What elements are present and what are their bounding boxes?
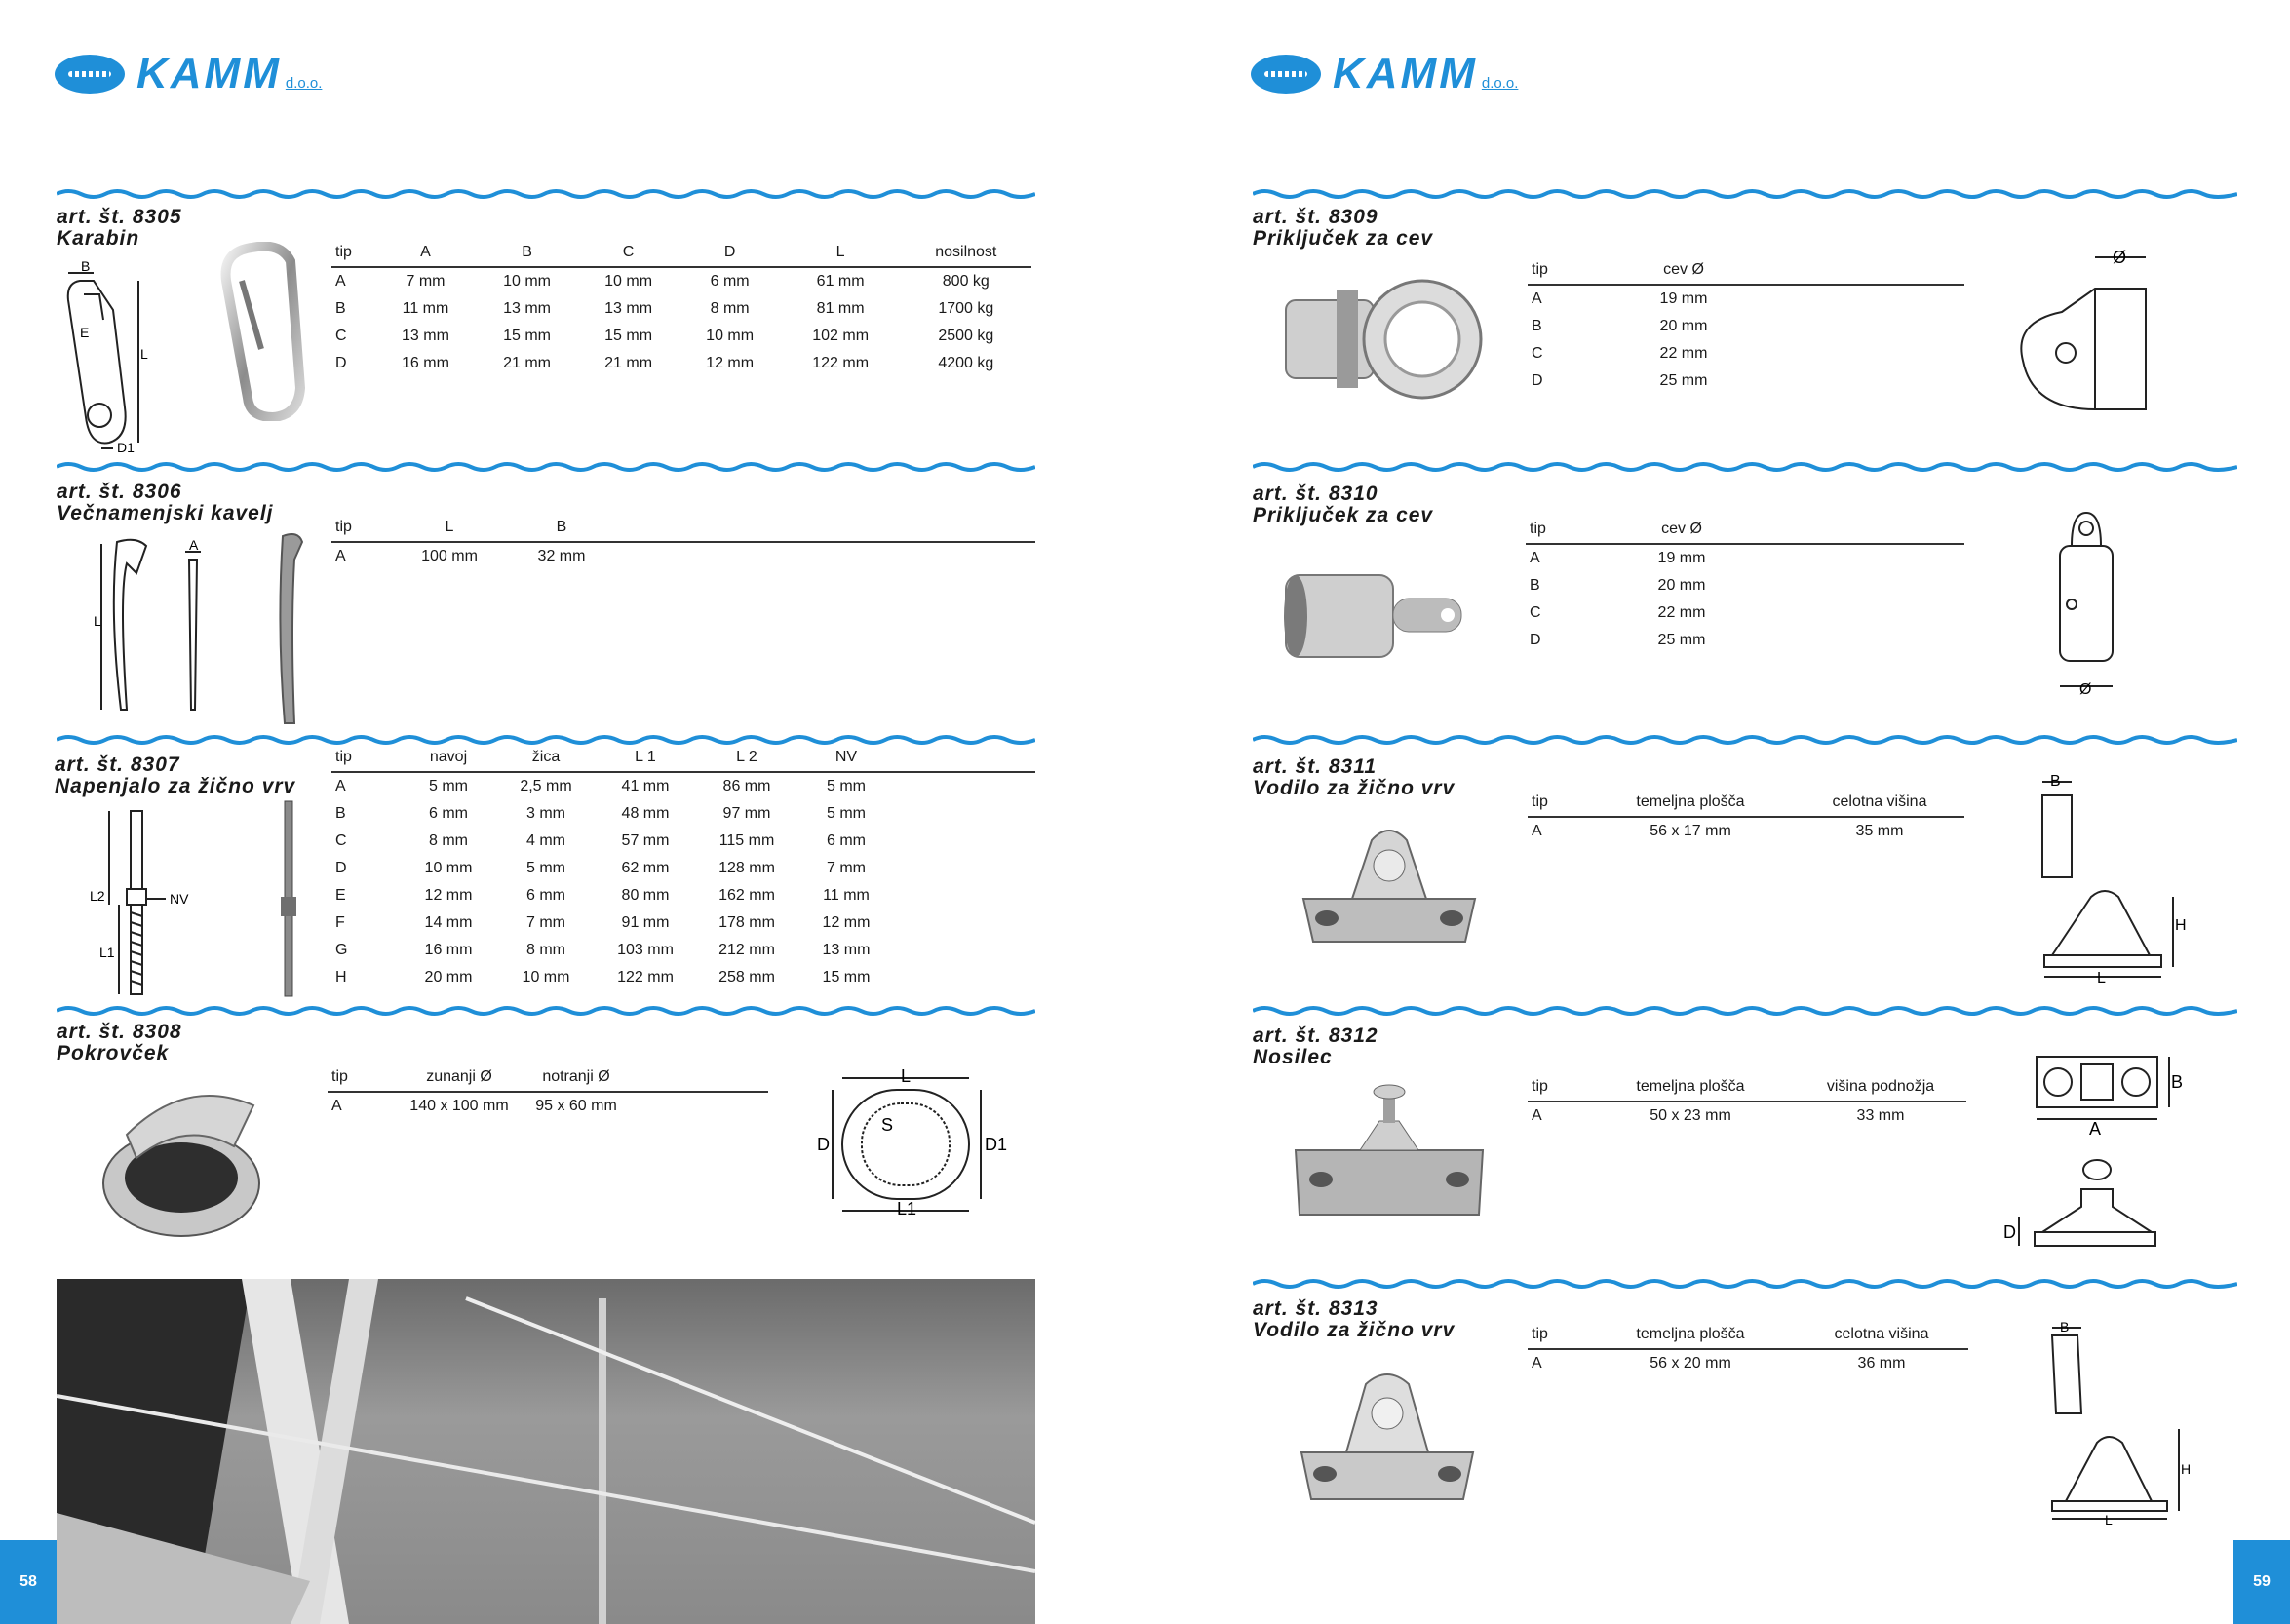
wire-guide-diagram	[2038, 1316, 2194, 1527]
table-header: A	[374, 242, 476, 267]
table-cell: 2,5 mm	[520, 778, 572, 794]
table-cell: 1700 kg	[938, 300, 994, 317]
table-cell: 12 mm	[706, 355, 755, 371]
table-cell: C	[335, 832, 347, 849]
brand-logo	[1251, 50, 1519, 97]
table-cell-empty	[630, 542, 1035, 570]
section-8313-title	[1253, 1298, 1455, 1341]
table-cell: 5 mm	[827, 778, 866, 794]
dim-a-label: A	[189, 537, 199, 553]
brand-suffix: d.o.o.	[1481, 75, 1519, 92]
table-header: tip	[1528, 259, 1586, 285]
table-cell: 2500 kg	[938, 328, 994, 344]
pipe-end-photo	[1276, 556, 1471, 673]
turnbuckle-photo	[277, 799, 300, 1004]
table-cell: 56 x 20 mm	[1650, 1355, 1731, 1372]
table-8306	[331, 517, 1035, 570]
table-row	[331, 295, 1031, 323]
table-header: temeljna plošča	[1586, 1076, 1795, 1102]
dim-l-label: L	[140, 346, 148, 362]
table-header: C	[578, 242, 679, 267]
table-cell: 91 mm	[621, 914, 670, 931]
table-cell: 86 mm	[722, 778, 771, 794]
table-cell: 62 mm	[621, 860, 670, 876]
table-cell: 258 mm	[718, 969, 775, 986]
table-8308	[328, 1066, 768, 1120]
table-cell-empty	[1781, 285, 1964, 313]
table-cell: D	[335, 860, 347, 876]
logo-emblem-icon	[55, 55, 125, 94]
table-row	[328, 1092, 768, 1120]
wave-divider	[57, 187, 1035, 201]
table-row	[331, 855, 1035, 882]
article-number: art. št. 8306	[57, 481, 182, 503]
dim-diameter-label: Ø	[2113, 248, 2127, 267]
table-row	[331, 542, 1035, 570]
table-header: D	[679, 242, 781, 267]
table-header: cev Ø	[1584, 519, 1779, 544]
table-cell: D	[335, 355, 347, 371]
cover-photo	[97, 1076, 263, 1244]
table-cell: B	[335, 300, 346, 317]
product-name: Vodilo za žično vrv	[1253, 1319, 1456, 1341]
table-row	[331, 350, 1031, 377]
dim-diameter-label: Ø	[2079, 681, 2092, 698]
table-cell: 4 mm	[526, 832, 565, 849]
table-cell: D	[1530, 632, 1541, 648]
table-row	[331, 267, 1031, 295]
dim-d1-label: D1	[117, 440, 135, 454]
article-number: art. št. 8308	[57, 1021, 182, 1043]
table-cell-empty	[1779, 544, 1964, 572]
dim-l-label: L	[94, 613, 101, 629]
table-cell-empty	[895, 964, 1035, 991]
product-name: Večnamenjski kavelj	[57, 502, 274, 524]
table-cell: G	[335, 942, 348, 958]
sailing-photo	[57, 1279, 1035, 1624]
table-cell: 6 mm	[526, 887, 565, 904]
table-cell: 13 mm	[604, 300, 653, 317]
right-page	[1145, 0, 2290, 1624]
table-cell: 8 mm	[526, 942, 565, 958]
table-cell: 19 mm	[1659, 290, 1708, 307]
table-row	[331, 800, 1035, 828]
table-row	[1526, 627, 1964, 654]
table-cell-empty	[895, 909, 1035, 937]
page-number: 58	[0, 1540, 57, 1624]
product-name: Napenjalo za žično vrv	[55, 775, 296, 797]
table-cell: B	[1532, 318, 1542, 334]
product-name: Vodilo za žično vrv	[1253, 777, 1456, 799]
bracket-diagram	[2003, 1051, 2189, 1256]
table-cell: 162 mm	[718, 887, 775, 904]
wire-guide-photo	[1294, 821, 1485, 947]
table-cell: 22 mm	[1659, 345, 1708, 362]
table-cell: 10 mm	[503, 273, 551, 290]
table-header: temeljna plošča	[1586, 1324, 1795, 1349]
table-cell: F	[335, 914, 345, 931]
table-row	[331, 937, 1035, 964]
brand-suffix: d.o.o.	[285, 75, 323, 92]
table-cell: 20 mm	[424, 969, 473, 986]
table-cell: 25 mm	[1659, 372, 1708, 389]
table-row	[331, 882, 1035, 909]
table-cell: 4200 kg	[938, 355, 994, 371]
table-header-empty	[630, 517, 1035, 542]
table-cell-empty	[1781, 367, 1964, 395]
product-name: Priključek za cev	[1253, 227, 1434, 250]
table-cell-empty	[895, 882, 1035, 909]
article-number: art. št. 8312	[1253, 1025, 1378, 1047]
table-cell: 140 x 100 mm	[409, 1098, 509, 1114]
table-row	[1526, 572, 1964, 599]
table-header: tip	[1528, 792, 1586, 817]
table-cell: H	[335, 969, 347, 986]
table-cell: 122 mm	[812, 355, 870, 371]
table-cell: A	[1530, 550, 1540, 566]
table-cell-empty	[895, 800, 1035, 828]
table-row	[331, 909, 1035, 937]
table-cell: 19 mm	[1657, 550, 1706, 566]
table-header: L	[781, 242, 901, 267]
table-cell-empty	[895, 772, 1035, 800]
table-cell: D	[1532, 372, 1543, 389]
table-cell: A	[335, 548, 346, 564]
bracket-photo	[1292, 1082, 1487, 1218]
table-cell: 56 x 17 mm	[1650, 823, 1731, 839]
table-row	[331, 828, 1035, 855]
table-header: navoj	[400, 747, 497, 772]
wave-divider	[1253, 1277, 2237, 1291]
table-cell: 12 mm	[424, 887, 473, 904]
product-name: Nosilec	[1253, 1046, 1333, 1068]
table-cell: 48 mm	[621, 805, 670, 822]
table-cell-empty	[1779, 572, 1964, 599]
table-row	[1528, 1102, 1966, 1130]
table-cell: 5 mm	[827, 805, 866, 822]
section-8306-title	[57, 482, 274, 524]
table-cell: 10 mm	[424, 860, 473, 876]
table-cell: 15 mm	[822, 969, 871, 986]
table-header: višina podnožja	[1795, 1076, 1966, 1102]
table-header: tip	[1526, 519, 1584, 544]
dim-b-label: B	[2060, 1319, 2070, 1334]
pipe-fitting-photo	[1276, 261, 1491, 417]
table-header: L	[406, 517, 493, 542]
table-cell: C	[335, 328, 347, 344]
table-header: celotna višina	[1795, 1324, 1968, 1349]
cover-diagram	[813, 1066, 1008, 1222]
table-header: L 1	[595, 747, 696, 772]
dim-l2-label: L2	[90, 888, 105, 904]
table-cell: 115 mm	[718, 832, 775, 849]
dim-l-label: L	[2097, 970, 2106, 985]
section-8308-title	[57, 1022, 182, 1064]
table-header-empty	[1779, 519, 1964, 544]
table-row	[1528, 340, 1964, 367]
table-cell: 22 mm	[1657, 604, 1706, 621]
table-header: celotna višina	[1795, 792, 1964, 817]
table-cell: 20 mm	[1657, 577, 1706, 594]
table-cell: 11 mm	[823, 887, 870, 904]
table-cell: 13 mm	[402, 328, 449, 344]
table-header: žica	[497, 747, 595, 772]
table-header: zunanji Ø	[396, 1066, 523, 1092]
table-row	[1528, 285, 1964, 313]
table-header: tip	[1528, 1324, 1586, 1349]
table-cell-empty	[1781, 313, 1964, 340]
dim-d-label: D	[817, 1135, 830, 1154]
table-cell: C	[1532, 345, 1543, 362]
brand-name: KAMM	[136, 50, 282, 97]
table-header: tip	[328, 1066, 396, 1092]
table-cell-empty	[895, 828, 1035, 855]
sailing-photo-drawing	[57, 1279, 1035, 1624]
table-cell: 57 mm	[621, 832, 670, 849]
table-cell: 15 mm	[604, 328, 653, 344]
table-cell: 35 mm	[1855, 823, 1904, 839]
dim-l1-label: L1	[897, 1199, 917, 1218]
wave-divider	[57, 733, 1035, 747]
table-cell-empty	[1779, 599, 1964, 627]
table-cell: 3 mm	[526, 805, 565, 822]
dim-b-label: B	[2050, 773, 2061, 790]
dim-s-label: S	[881, 1115, 894, 1135]
brand-logo	[55, 50, 323, 97]
section-8307-title	[55, 754, 295, 797]
table-cell: 61 mm	[816, 273, 865, 290]
table-header-empty	[630, 1066, 768, 1092]
table-cell: 212 mm	[718, 942, 775, 958]
table-header: temeljna plošča	[1586, 792, 1795, 817]
table-row	[1526, 599, 1964, 627]
wave-divider	[57, 1004, 1035, 1018]
article-number: art. št. 8310	[1253, 483, 1378, 505]
article-number: art. št. 8307	[55, 754, 180, 776]
table-cell: 80 mm	[621, 887, 670, 904]
table-8309	[1528, 259, 1964, 395]
table-cell: 21 mm	[503, 355, 551, 371]
table-header: nosilnost	[901, 242, 1031, 267]
table-cell: 33 mm	[1856, 1107, 1905, 1124]
table-cell: A	[1532, 823, 1542, 839]
section-8310-title	[1253, 483, 1433, 526]
section-8309-title	[1253, 207, 1433, 250]
table-cell: 8 mm	[429, 832, 468, 849]
table-cell: 7 mm	[526, 914, 565, 931]
table-cell: 10 mm	[604, 273, 653, 290]
table-header: NV	[797, 747, 895, 772]
table-cell: 15 mm	[503, 328, 551, 344]
table-cell: 13 mm	[822, 942, 871, 958]
table-row	[331, 772, 1035, 800]
table-cell: A	[1532, 1107, 1542, 1124]
table-header: notranji Ø	[523, 1066, 630, 1092]
table-cell: 8 mm	[710, 300, 750, 317]
table-8305	[331, 242, 1031, 377]
section-8312-title	[1253, 1025, 1378, 1068]
dim-a-label: A	[2089, 1119, 2102, 1139]
table-cell: 14 mm	[424, 914, 473, 931]
dim-b-label: B	[81, 261, 91, 274]
table-header: tip	[1528, 1076, 1586, 1102]
table-row	[1528, 313, 1964, 340]
table-cell: 11 mm	[402, 300, 449, 317]
table-header: B	[477, 242, 578, 267]
hook-photo	[265, 530, 314, 729]
turnbuckle-diagram	[88, 805, 205, 1000]
table-8310	[1526, 519, 1964, 654]
dim-nv-label: NV	[170, 891, 189, 907]
table-cell: 12 mm	[822, 914, 871, 931]
table-cell: 102 mm	[812, 328, 870, 344]
table-cell: A	[331, 1098, 342, 1114]
table-cell: 7 mm	[406, 273, 446, 290]
table-cell: 81 mm	[816, 300, 865, 317]
table-cell: 20 mm	[1659, 318, 1708, 334]
table-cell: A	[1532, 290, 1542, 307]
article-number: art. št. 8313	[1253, 1297, 1378, 1320]
dim-l1-label: L1	[99, 945, 115, 960]
table-cell: B	[1530, 577, 1540, 594]
dim-l-label: L	[2105, 1512, 2113, 1527]
wave-divider	[1253, 1004, 2237, 1018]
table-cell: A	[1532, 1355, 1542, 1372]
wire-guide-diagram	[2033, 770, 2189, 985]
logo-emblem-icon	[1251, 55, 1321, 94]
section-8305-title	[57, 207, 182, 250]
table-header: tip	[331, 517, 406, 542]
product-name: Priključek za cev	[1253, 504, 1434, 526]
page-number: 59	[2233, 1540, 2290, 1624]
table-8307	[331, 747, 1035, 991]
table-row	[1526, 544, 1964, 572]
pipe-fitting-diagram	[2003, 244, 2179, 419]
table-cell: 103 mm	[617, 942, 674, 958]
dim-h-label: H	[2175, 917, 2187, 934]
table-cell: 7 mm	[827, 860, 866, 876]
table-cell: 6 mm	[710, 273, 750, 290]
table-cell-empty	[630, 1092, 768, 1120]
dim-e-label: E	[80, 325, 90, 340]
product-name: Pokrovček	[57, 1042, 170, 1064]
pipe-end-diagram	[2042, 507, 2130, 698]
table-cell: 36 mm	[1857, 1355, 1906, 1372]
table-row	[331, 964, 1035, 991]
dim-h-label: H	[2181, 1461, 2192, 1477]
table-cell: 41 mm	[621, 778, 670, 794]
table-8312	[1528, 1076, 1966, 1130]
table-row	[1528, 817, 1964, 845]
table-cell: 16 mm	[424, 942, 473, 958]
table-cell: 178 mm	[718, 914, 775, 931]
article-number: art. št. 8311	[1253, 755, 1378, 778]
table-cell: 97 mm	[722, 805, 771, 822]
table-row	[1528, 367, 1964, 395]
table-row	[331, 323, 1031, 350]
dim-b-label: B	[2171, 1072, 2184, 1092]
wave-divider	[1253, 187, 2237, 201]
table-cell: B	[335, 805, 346, 822]
section-8311-title	[1253, 756, 1455, 799]
table-header: tip	[331, 747, 400, 772]
table-cell: 13 mm	[503, 300, 551, 317]
carabiner-photo	[213, 242, 310, 421]
table-cell: 32 mm	[537, 548, 586, 564]
table-cell: 100 mm	[421, 548, 478, 564]
table-row	[1528, 1349, 1968, 1377]
dim-l-label: L	[901, 1066, 912, 1086]
table-cell: A	[335, 778, 346, 794]
table-8311	[1528, 792, 1964, 845]
table-header: cev Ø	[1586, 259, 1781, 285]
table-cell: 122 mm	[617, 969, 674, 986]
table-cell-empty	[1781, 340, 1964, 367]
table-cell: E	[335, 887, 346, 904]
hook-diagram	[88, 534, 214, 719]
table-header-empty	[895, 747, 1035, 772]
carabiner-diagram	[55, 261, 162, 454]
product-name: Karabin	[57, 227, 140, 250]
table-cell: C	[1530, 604, 1541, 621]
table-cell-empty	[1779, 627, 1964, 654]
table-cell: 25 mm	[1657, 632, 1706, 648]
wave-divider	[1253, 733, 2237, 747]
table-cell: 6 mm	[429, 805, 468, 822]
wire-guide-photo	[1292, 1365, 1483, 1505]
table-cell: 5 mm	[429, 778, 468, 794]
table-8313	[1528, 1324, 1968, 1377]
table-header-empty	[1781, 259, 1964, 285]
wave-divider	[1253, 460, 2237, 474]
table-cell: 800 kg	[942, 273, 990, 290]
article-number: art. št. 8305	[57, 206, 182, 228]
table-cell: 5 mm	[526, 860, 565, 876]
table-cell: A	[335, 273, 346, 290]
dim-d1-label: D1	[985, 1135, 1008, 1154]
table-cell: 95 x 60 mm	[535, 1098, 617, 1114]
article-number: art. št. 8309	[1253, 206, 1378, 228]
dim-d-label: D	[2003, 1222, 2016, 1242]
table-cell: 10 mm	[522, 969, 570, 986]
table-header: tip	[331, 242, 374, 267]
table-cell: 128 mm	[718, 860, 775, 876]
brand-name: KAMM	[1333, 50, 1478, 97]
table-cell: 10 mm	[706, 328, 755, 344]
table-cell-empty	[895, 855, 1035, 882]
table-cell: 50 x 23 mm	[1650, 1107, 1731, 1124]
wave-divider	[57, 460, 1035, 474]
table-cell: 6 mm	[827, 832, 866, 849]
table-cell: 16 mm	[402, 355, 449, 371]
table-header: L 2	[696, 747, 797, 772]
table-cell-empty	[895, 937, 1035, 964]
table-cell: 21 mm	[604, 355, 653, 371]
table-header: B	[493, 517, 630, 542]
